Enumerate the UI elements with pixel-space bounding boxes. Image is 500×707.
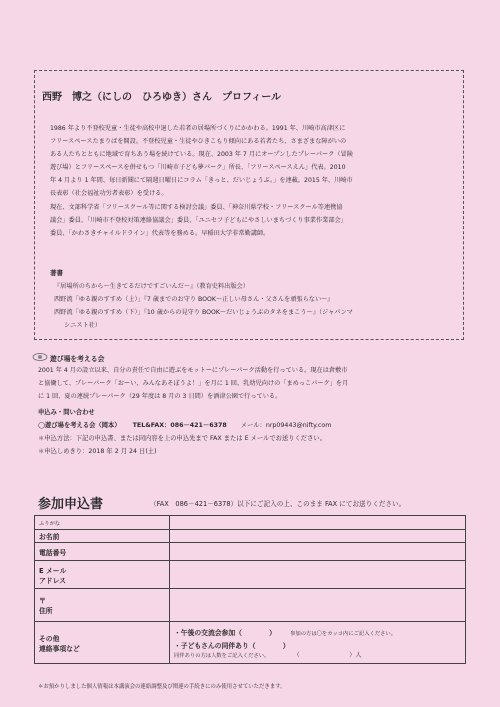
option-child-count: （ ）人 xyxy=(293,651,362,659)
asobiba-line: と協働して、プレーパーク「おーい、みんなあそぼうよ！」を月に 1 回、乳幼児向けの「まめっこパーク」を月 xyxy=(38,380,349,388)
contact-deadline: ＊申込しめきり：2018 年 2 月 24 日(土) xyxy=(38,448,157,455)
contact-org: ◯遊び場を考える会（岡本） xyxy=(38,422,121,429)
bio-line: 年 4 月より 1 年間、毎日新聞にて隔週日曜日にコラム「きっと、だいじょうぶ。」を連載。2015 年、川崎市 xyxy=(50,177,353,185)
contact-method: ＊申込方法：下記の申込書、または同内容を上の申込先まで FAX または E メールでお送りください。 xyxy=(38,435,326,442)
address-label xyxy=(35,589,170,622)
option-afterparty xyxy=(174,627,461,637)
footer-note: ＊お預かりしました個人情報は本講演会の連絡調整及び関連の手続きにのみ使用させていただきます。 xyxy=(38,684,286,690)
biblio-item: 西野流「ゆる親のすすめ（上）」『7 歳までのお守り BOOK～正しい母さん・父さんを頑張らない～』 xyxy=(54,296,334,304)
other-label-line2: 連絡事項など xyxy=(39,644,80,653)
option-child xyxy=(174,650,461,659)
option-child-note: 同伴ありの方は人数をご記入ください。 xyxy=(174,652,270,659)
biblio-heading: 著書 xyxy=(50,269,63,277)
options-field[interactable] xyxy=(170,622,466,664)
form-title: 参加申込書 xyxy=(38,497,104,512)
asobiba-title: 遊び場を考える会 xyxy=(50,355,105,363)
eye-icon xyxy=(32,352,48,362)
bio-line: 遊び場）とフリースペースを併せもつ「川崎市子ども夢パーク」所長、「フリースペースえん」代表。2010 xyxy=(50,164,346,172)
bio-line: 議会」委員、「川崎市不登校対策連絡協議会」委員、「ユニセフ子どもにやさしいまちづくり事業作業部会」 xyxy=(50,216,347,224)
postal-mark: 〒 xyxy=(39,597,46,605)
furigana-field[interactable] xyxy=(170,516,466,530)
biblio-item: シニスト社） xyxy=(64,322,102,330)
bio-line: 委員、「かわさきチャイルドライン」代表等を務める。早稲田大学非常勤講師。 xyxy=(50,229,270,237)
residence-label: 住所 xyxy=(39,607,53,615)
biblio-list xyxy=(54,280,458,332)
bio-line: 現在、文部科学省「フリースクール等に関する検討会議」委員、「神奈川県学校・フリースクール等連携協 xyxy=(50,203,343,211)
bio-line: フリースペースたまりばを開設。不登校児童・生徒やひきこもり傾向にある若者たち、さまざまな障がいの xyxy=(50,138,347,146)
bio-line: 長表彰（社会福祉功労者表彰）を受ける。 xyxy=(50,190,168,198)
contact-section xyxy=(38,406,478,458)
email-field[interactable] xyxy=(170,561,466,589)
bio-line: ある人たちとともに地域で育ちあう場を続けている。現在、2003 年 7 月にオープンしたプレーパーク（冒険 xyxy=(50,151,353,159)
option-afterparty-note: 参加の方は〇をカッコ内にご記入ください。 xyxy=(290,630,397,637)
option-afterparty-label: ・午後の交流会参加（ ） xyxy=(174,628,276,637)
application-form xyxy=(34,515,466,664)
biblio-item: 西野流「ゆる親のすすめ（下）」『10 歳からの見守り BOOK～だいじょうぶのタネをまこう～』（ジャパンマ xyxy=(54,309,353,317)
bio-line: 1986 年より不登校児童・生徒や高校中退した若者の居場所づくりにかかわる。1991 年、川崎市高津区に xyxy=(50,125,346,132)
address-field[interactable] xyxy=(170,589,466,622)
profile-title: 西野 博之（にしの ひろゆき）さん プロフィール xyxy=(42,92,281,103)
contact-tel: TEL&FAX：086－421－6378 xyxy=(132,422,227,429)
contact-mail: メール：nrp09443@nifty.com xyxy=(240,422,332,429)
biblio-item: 『居場所のちから～生きてるだけですごいんだ～』（教育史料出版会） xyxy=(54,283,249,290)
other-label xyxy=(35,622,170,664)
other-label-line1: その他 xyxy=(39,634,60,643)
email-label xyxy=(35,561,170,589)
form-subtitle: （FAX 086－421－6378）以下にご記入の上、このまま FAX にてお送りください。 xyxy=(150,500,406,508)
asobiba-line: 2001 年 4 月の設立以来、自分の責任で自由に遊ぶをモットーにプレーパーク活動を行っている。現在は倉敷市 xyxy=(38,367,348,374)
name-label: お名前 xyxy=(35,530,170,543)
phone-field[interactable] xyxy=(170,543,466,561)
name-field[interactable] xyxy=(170,530,466,543)
asobiba-line: に 1 回、夏の連続プレーパーク（29 年度は 8 月の 3 日間）を酒津公園で行っている。 xyxy=(38,393,282,401)
contact-line xyxy=(38,419,478,432)
phone-label: 電話番号 xyxy=(35,543,170,561)
email-label-line2: アドレス xyxy=(39,576,66,585)
contact-heading: 申込み・問い合わせ xyxy=(38,409,95,416)
asobiba-text xyxy=(38,364,468,403)
option-child-label: ・子どもさんの同伴あり（ ） xyxy=(174,641,290,650)
profile-bio xyxy=(50,122,458,240)
furigana-label: ふりがな xyxy=(35,516,170,530)
email-label-line1: E メール xyxy=(39,566,67,575)
